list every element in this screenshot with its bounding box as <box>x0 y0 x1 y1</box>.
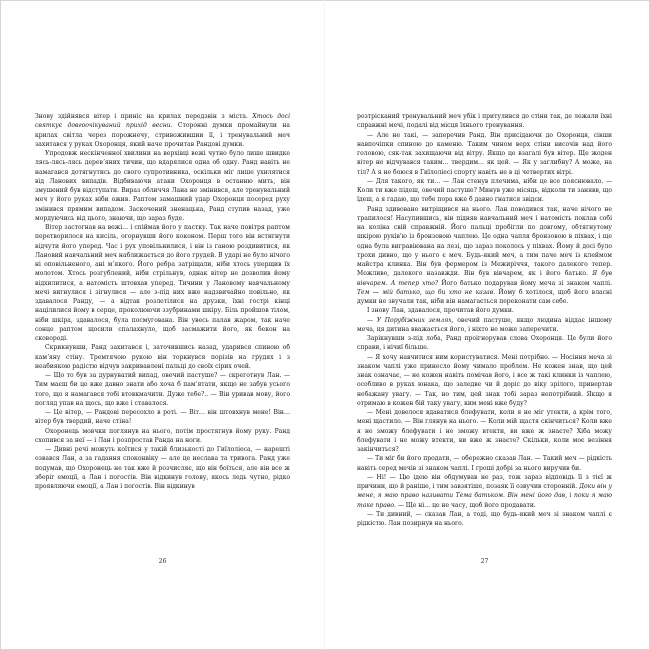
text-run: — Що то був за дурнуватий випад, овечий пастуше? — скреготнув Лан. — Тим маєш би це вже давно знати або хоча б памʼятати, якщо не забув усього того, що я намагався тобі втовкмачити. Дуже тебе?.. — Він уривав мову, його погляд упав на щось, що вже і ставалося. <box>35 372 290 407</box>
paragraph <box>35 149 290 223</box>
paragraph <box>357 510 612 529</box>
text-run: — Ще ні… це не часу, щоб його продавати. <box>395 501 536 509</box>
paragraph <box>357 408 612 454</box>
paragraph <box>357 112 612 131</box>
paragraph <box>35 445 290 491</box>
paragraph <box>35 223 290 343</box>
paragraph <box>357 316 612 335</box>
paragraph <box>35 408 290 427</box>
text-run: — Мені довелося вдаватися блефувати, коли я не міг утекти, а крім того, мені щастило. — Він глянув на нього. — Коли мій щастя скінчиться? Коли вже я не зможу блефувати і не зможу втекти, ви вже ж знаєте? Хіба можу блефувати і не можу втекти, ви вже ж знаєте? Скільки, коли моє везіння закінчиться? <box>357 409 612 453</box>
text-run: — Я хочу навчитися ним користуватися. Мені потрібно. — Носіння меча зі знаком чаплі уже принесло йому чимало проблем. Не кожен знав, що цей знак означає, — не кожен навіть помічав його, і все ж такі клинки із чаплею, особливо в руках юнака, що заледве чи й доріс до віку зрілого, привертав небажану увагу. — Так, но тим, цей знак тобі зараз непотрібний. Якщо я отримаю в кожен бій таку увагу, ким мені вже буду? <box>357 353 612 407</box>
italic-text-run: Хтось досі святкує довгоочікуваний прихід весни. <box>35 113 290 130</box>
italic-text-run: Тем — мій батько, що би хто не казав. <box>357 288 496 296</box>
paragraph <box>35 343 290 371</box>
text-run: Зарікнувши з-під лоба, Ранд проігнорував слова Охоронця. Це були його справи, і нічиї більше. <box>357 335 612 352</box>
italic-text-run: Я був вівчарем. А тепер хто? <box>357 270 613 287</box>
paragraph <box>357 306 612 315</box>
text-run: — Ти дивний, — сказав Лан, а тоді, що будь-який меч зі знаком чаплі є рідкістю. Лан позирнув на нього. <box>357 510 612 527</box>
italic-text-run: Доки він у мене, я маю право називати Тема батьком. Він мені його дав, і поки я маю таке право. <box>357 483 612 509</box>
book-gutter <box>324 0 325 650</box>
italic-text-run: У Порубіжних землях, <box>376 316 454 324</box>
paragraph <box>357 131 612 177</box>
text-run: Скрикнувши, Ранд захитався і, заточившись назад, ударився спиною об камʼяну стіну. Тремтячою рукою він торкнувся порізів на грудях і з неабиякою радістю відчув закривавлені пальці до своїх сірих очей. <box>35 344 290 370</box>
text-run: Йому б хотілося, щоб його власні думки не звучали так, ніби він намагається переконати сам себе. <box>357 288 612 305</box>
paragraph <box>357 473 612 510</box>
text-run: овечий пастуше, якщо людина віддає іншому меча, ця дитина вважається його, і ніхто не може заперечити. <box>357 316 612 333</box>
text-run: І знову Лан, здавалося, прочитав його думки. <box>367 307 514 315</box>
text-run: — Ти міг би його продати, — обережно сказав Лан. — Такий меч — рідкість навіть серед мечів зі знаком чаплі. І гроші добрі за нього виручив би. <box>357 455 612 472</box>
text-run: Його батько подарував йому меча зі знаком чаплі. <box>438 279 612 287</box>
text-run: Ранд здивовано витріщився на нього. Лан поводився так, наче нічого не трапилося! Насупившись, він підняв навчальний меч і натомість поклав собі на коліна свій справжній. Його пальці пробігли по довгому, обтягнутому шкірою руків'ю із бронзовою чаплею. Це одна чапля бронзовою в піхвах, і ще одна була вигравіювана на лезі, що зараз поколось у піхвах. Йому й досі було трохи дивно, що у нього є меч. Будь-який меч, а тим паче меч із клеймом майстра клинка. Він був фермером із Межиріччя, такого далекого тепер. Можливо, далекого назавжди. Він був вівчарем, як і його батько. <box>357 205 612 278</box>
text-run: Вітер застогнав на вежі… і спіймав його у пастку. Так наче повітря раптом перетворилося на кисіль, огорнувши його коконом. Перш того він встигнути відчути його уперед. Час і рух уповільнилися, і він із ганою роздивитися, як Лановий навчальний меч наближається до його грудей. В ударі не було нічого ні оповільненого, ані мʼякого. Його ребра затріщали, ніби хтось уперщив їх молотом. Хтось розгублений, ніби стрільнув, однак вітер не дозволив йому відхилитися, а натомість штовхав уперед. Тичини у Лановому навчальному мечі вигнулися і зігнулися — але з-під них вже надзвичайно повільно, як здавалося Ранду, — а відтак розлетілися на друзки, їхні гострі кінці націлилися йому в серце, проколюючи ззубринами шкіру. Біль пройшов тілом, ніби шкіра, здавалося, була посмугована. Він увесь палав жаром, так наче сонце раптом щосили спалахнуло, щоб засмажити його, як бекон на сковороді. <box>35 224 290 342</box>
text-run: Сторонні думки промайнули на крилах світла через порожнечу, стривожившии її, і тренувальний меч захитався у руках Охоронця, який наче прочитав Рандові думки. <box>35 122 291 148</box>
paragraph <box>357 177 612 205</box>
paragraph <box>357 454 612 473</box>
left-page-text <box>35 112 290 491</box>
text-run: — Для такого, як ти… — Лан стенув плечима, ніби це все пояснювало. — Коли ти вже підеш, овечий пастуше? Минув уже місяць, відколи ти занявв, що їдеш, а я гадаю, що тебе пора вже б давно гнатися звідси. <box>357 177 612 204</box>
text-run: розтрісканий тренувальний меч убік і притулився до стіни так, де лежали їхні справжні мечі, подалі від місця їхнього тренування. <box>357 113 612 130</box>
paragraph <box>357 353 612 409</box>
text-run: — Це вітер, — Рандові пересохло в роті. — Віт… він штовхнув мене! Він… вітер був твердий, наче стіна! <box>35 409 290 426</box>
right-page-number: 27 <box>480 558 489 565</box>
text-run: — Дивні речі можуть коїтися у такій близькості до Гиїлоліеса, — нарешті озвався Лан, а за гадання споконвіку — але це неслава та тривога. Ранд уже подумав, що Охоронець не так вже й розчисляє, що він боїться, але він все ж зберіг емоції, а Лан і погостів. Він відкинув голову, якось ледь чутно, рідко проявляючи емоції, а Лан і погостів. Він відкинув <box>35 446 290 490</box>
paragraph <box>35 427 290 446</box>
text-run: Упродовж нескінченної хвилини на верхівці вежі чутно було лише швидке лясь-лясь-лясь деревʼяних тичин, що вдарялися одна об одну. Ранд навіть не намагався дотягнутись до свого супротивника, оскільки міг лише ухилятися від Ланових випадів. Відбиваючи атаки Охоронця в останню мить, він змушений був відступати. Вираз обличчя Лана не змінився, але тренувальний меч у його руках ніби ожив. Раптом замашний удар Охоронця посеред руху змінився прямим випадом. Заскочений зненацька, Ранд ступив назад, уже мордуючись від цього, знаючи, що зараз буде. <box>35 150 290 222</box>
text-run: — Ні! — Цю ідею він обдумував не раз, тож зараз відповідь її з тієї ж причини, що й раніше, і тим завзятіше, позаяк її озвучив сторонній. <box>357 473 612 490</box>
text-run: Охоронець мовчки поглянув на нього, потім простягнув йому руку. Ранд схопився за неї — і Лан і розпростав Ранда на ноги. <box>35 427 290 444</box>
paragraph <box>35 112 290 149</box>
text-run: — Але не такі, — заперечив Ранд. Він присідаючи до Охоронця, сівши навпочіпки спиною до каменю. Таким чином верх стіни височів над його головою, сяк-так захищаючи від вітру. Якщо це взагалі був вітер. Ще жоден вітер не відчувався таким… твердим… як цей. — Як у заглибну? А може, на тіл? А я не боюся в Гиїлоліесі спорту навіть не в ці четвертих вітрі. <box>357 131 612 176</box>
text-run: Знову здійнявся вітер і приніс на крилах передзвін з міста. <box>35 113 253 120</box>
paragraph <box>357 334 612 353</box>
paragraph <box>357 205 612 307</box>
right-page-text <box>357 112 612 528</box>
paragraph <box>35 371 290 408</box>
left-page-number: 26 <box>158 558 167 565</box>
text-run: — <box>367 316 377 324</box>
